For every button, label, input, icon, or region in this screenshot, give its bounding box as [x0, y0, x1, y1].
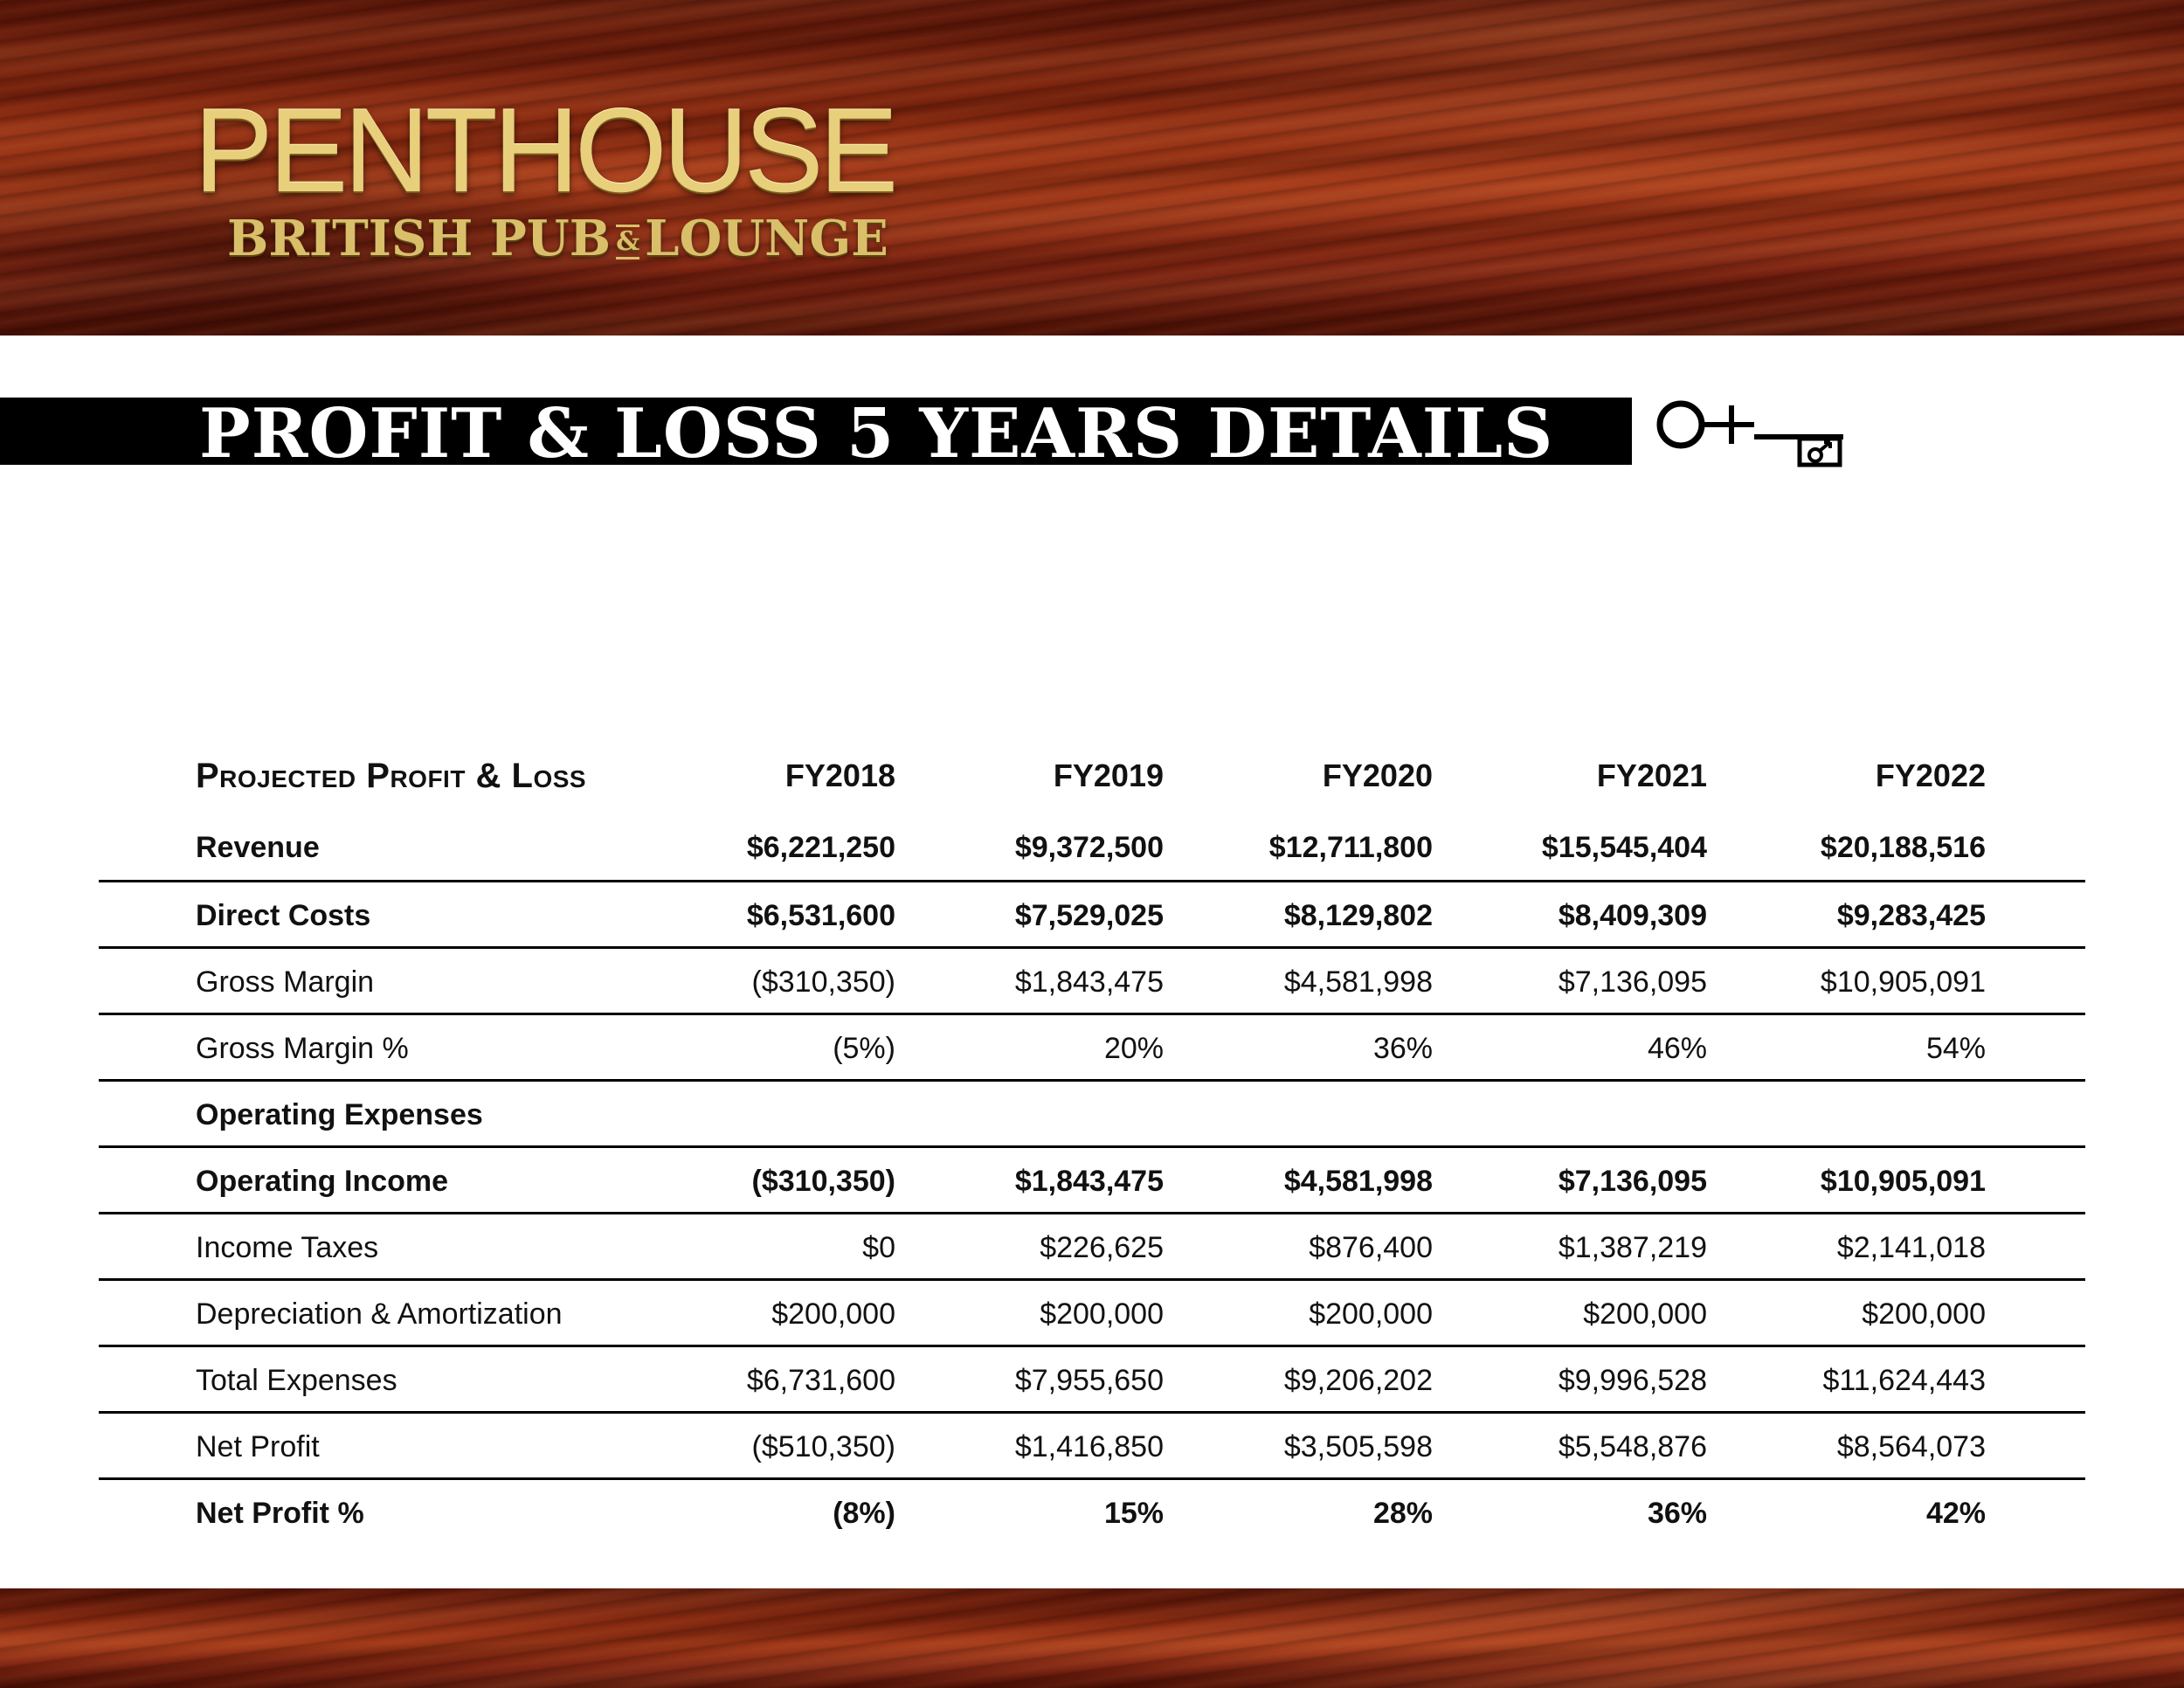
row-value: ($310,350) [751, 1165, 895, 1198]
row-label: Gross Margin [196, 965, 375, 999]
row-value: 46% [1647, 1032, 1707, 1065]
row-value: $7,136,095 [1558, 965, 1707, 999]
header-year: FY2020 [1322, 758, 1433, 793]
row-value: (5%) [833, 1032, 895, 1065]
row-value: $2,141,018 [1836, 1231, 1986, 1264]
table-row [99, 1347, 2085, 1414]
logo-sub-after: LOUNGE [645, 210, 888, 267]
row-value: (8%) [833, 1497, 895, 1530]
row-value: $200,000 [1862, 1297, 1986, 1331]
row-value: $12,711,800 [1268, 831, 1433, 864]
table-row [99, 1015, 2085, 1082]
table-row [99, 882, 2085, 949]
row-value: 28% [1372, 1497, 1433, 1530]
row-value: $10,905,091 [1820, 1165, 1986, 1198]
row-value: 36% [1647, 1497, 1707, 1530]
row-label: Direct Costs [196, 899, 371, 932]
row-label: Operating Expenses [196, 1098, 483, 1131]
key-icon [1651, 393, 1843, 472]
table-row [99, 949, 2085, 1015]
table-row [99, 1148, 2085, 1214]
row-value: ($510,350) [751, 1430, 895, 1463]
row-value: $4,581,998 [1283, 965, 1433, 999]
profit-loss-table [99, 732, 2085, 1546]
logo-sub-before: BRITISH PUB [227, 210, 612, 267]
header-year: FY2019 [1053, 758, 1164, 793]
row-value: $1,416,850 [1014, 1430, 1164, 1463]
row-value: $6,531,600 [746, 899, 895, 932]
row-value: $9,372,500 [1014, 831, 1164, 864]
row-value: $9,283,425 [1836, 899, 1986, 932]
row-value: 36% [1372, 1032, 1433, 1065]
row-value: 15% [1103, 1497, 1164, 1530]
logo-main-text: PENTHOUSE [194, 84, 895, 217]
row-value: 54% [1925, 1032, 1986, 1065]
logo-ampersand: & [616, 225, 639, 259]
row-value: ($310,350) [751, 965, 895, 999]
row-value: $5,548,876 [1558, 1430, 1707, 1463]
header-year: FY2021 [1596, 758, 1707, 793]
row-value: $200,000 [1583, 1297, 1707, 1331]
row-value: $8,564,073 [1836, 1430, 1986, 1463]
header-year: FY2022 [1875, 758, 1986, 793]
table-header [99, 732, 2085, 813]
table-row [99, 1480, 2085, 1546]
row-value: $1,843,475 [1014, 1165, 1164, 1198]
wood-banner-top [0, 0, 2184, 336]
table-row [99, 1281, 2085, 1347]
header-label: Projected Profit & Loss [196, 757, 587, 795]
row-value: $1,387,219 [1558, 1231, 1707, 1264]
row-value: $876,400 [1309, 1231, 1433, 1264]
row-value: $7,136,095 [1558, 1165, 1707, 1198]
row-label: Depreciation & Amortization [196, 1297, 563, 1331]
row-value: $20,188,516 [1820, 831, 1986, 864]
row-value: $200,000 [771, 1297, 895, 1331]
table-row [99, 813, 2085, 882]
row-label: Net Profit % [196, 1497, 364, 1530]
table-row [99, 1214, 2085, 1281]
row-value: $15,545,404 [1541, 831, 1707, 864]
row-value: $6,731,600 [746, 1364, 895, 1397]
row-label: Net Profit [196, 1430, 320, 1463]
row-label: Gross Margin % [196, 1032, 409, 1065]
row-value: $4,581,998 [1283, 1165, 1433, 1198]
wood-banner-bottom [0, 1588, 2184, 1688]
header-year: FY2018 [784, 758, 895, 793]
row-value: $226,625 [1040, 1231, 1164, 1264]
row-value: $200,000 [1040, 1297, 1164, 1331]
row-value: $8,409,309 [1558, 899, 1707, 932]
row-label: Operating Income [196, 1165, 449, 1198]
logo-sub-text [227, 208, 917, 269]
row-value: $0 [862, 1231, 895, 1264]
row-value: $7,529,025 [1014, 899, 1164, 932]
row-value: $6,221,250 [746, 831, 895, 864]
row-value: $1,843,475 [1014, 965, 1164, 999]
row-value: $200,000 [1309, 1297, 1433, 1331]
row-label: Income Taxes [196, 1231, 379, 1264]
row-value: $8,129,802 [1283, 899, 1433, 932]
row-value: $3,505,598 [1283, 1430, 1433, 1463]
row-value: $9,996,528 [1558, 1364, 1707, 1397]
row-value: 42% [1925, 1497, 1986, 1530]
row-value: 20% [1103, 1032, 1164, 1065]
table-row [99, 1414, 2085, 1480]
table-row [99, 1082, 2085, 1148]
row-value: $9,206,202 [1283, 1364, 1433, 1397]
row-label: Revenue [196, 831, 320, 864]
row-label: Total Expenses [196, 1364, 397, 1397]
title-bar [0, 394, 1632, 474]
row-value: $10,905,091 [1820, 965, 1986, 999]
row-value: $7,955,650 [1014, 1364, 1164, 1397]
page-title: PROFIT & LOSS 5 YEARS DETAILS [199, 394, 1554, 474]
brand-logo [194, 84, 919, 269]
row-value: $11,624,443 [1822, 1364, 1986, 1397]
